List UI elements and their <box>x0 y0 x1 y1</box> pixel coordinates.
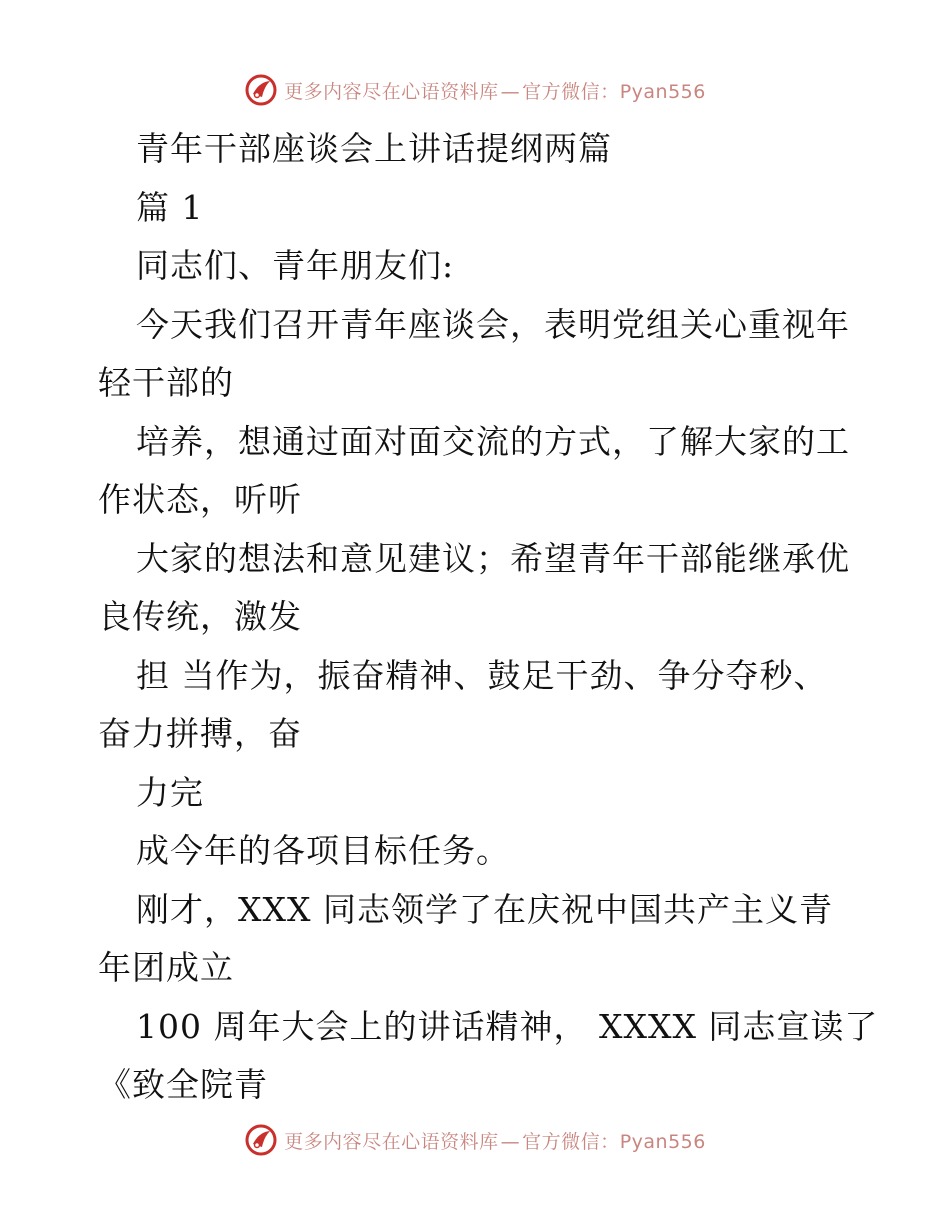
banner-wechat-id: Pyan556 <box>619 1130 706 1153</box>
banner-text <box>284 77 706 104</box>
body-line: 刚才，XXX 同志领学了在庆祝中国共产主义青 <box>136 889 833 929</box>
banner-wechat-label: 官方微信： <box>522 1130 620 1153</box>
body-line: 力完 <box>136 772 204 812</box>
banner-wechat-label: 官方微信： <box>522 80 620 103</box>
brand-logo-icon <box>244 73 278 107</box>
body-line: 培养，想通过面对面交流的方式，了解大家的工 <box>136 421 850 461</box>
banner-text <box>284 1127 706 1154</box>
body-line: 良传统，激发 <box>98 597 302 636</box>
banner-separator: — <box>500 80 521 103</box>
banner-wechat-id: Pyan556 <box>619 80 706 103</box>
banner-site-text: 更多内容尽在心语资料库 <box>284 80 499 103</box>
body-line: 100 周年大会上的讲话精神， XXXX 同志宣读了 <box>136 1006 879 1046</box>
salutation-line: 同志们、青年朋友们: <box>136 246 455 285</box>
body-line: 作状态，听听 <box>98 480 302 519</box>
brand-logo-icon <box>244 1123 278 1157</box>
section-heading: 篇 1 <box>136 187 204 227</box>
body-line: 成今年的各项目标任务。 <box>136 831 510 870</box>
body-line: 今天我们召开青年座谈会，表明党组关心重视年 <box>136 304 850 344</box>
body-line: 奋力拼搏，奋 <box>98 714 302 753</box>
banner-separator: — <box>500 1130 521 1153</box>
body-line: 大家的想法和意见建议；希望青年干部能继承优 <box>136 538 850 578</box>
body-line: 轻干部的 <box>98 363 234 402</box>
body-line: 年团成立 <box>98 948 234 987</box>
banner-site-text: 更多内容尽在心语资料库 <box>284 1130 499 1153</box>
document-body <box>98 120 879 1115</box>
header-watermark-banner <box>0 68 950 112</box>
footer-watermark-banner <box>0 1118 950 1162</box>
body-line: 担 当作为，振奋精神、鼓足干劲、争分夺秒、 <box>136 655 828 695</box>
document-title: 青年干部座谈会上讲话提纲两篇 <box>136 129 612 168</box>
body-line: 《致全院青 <box>98 1065 268 1104</box>
